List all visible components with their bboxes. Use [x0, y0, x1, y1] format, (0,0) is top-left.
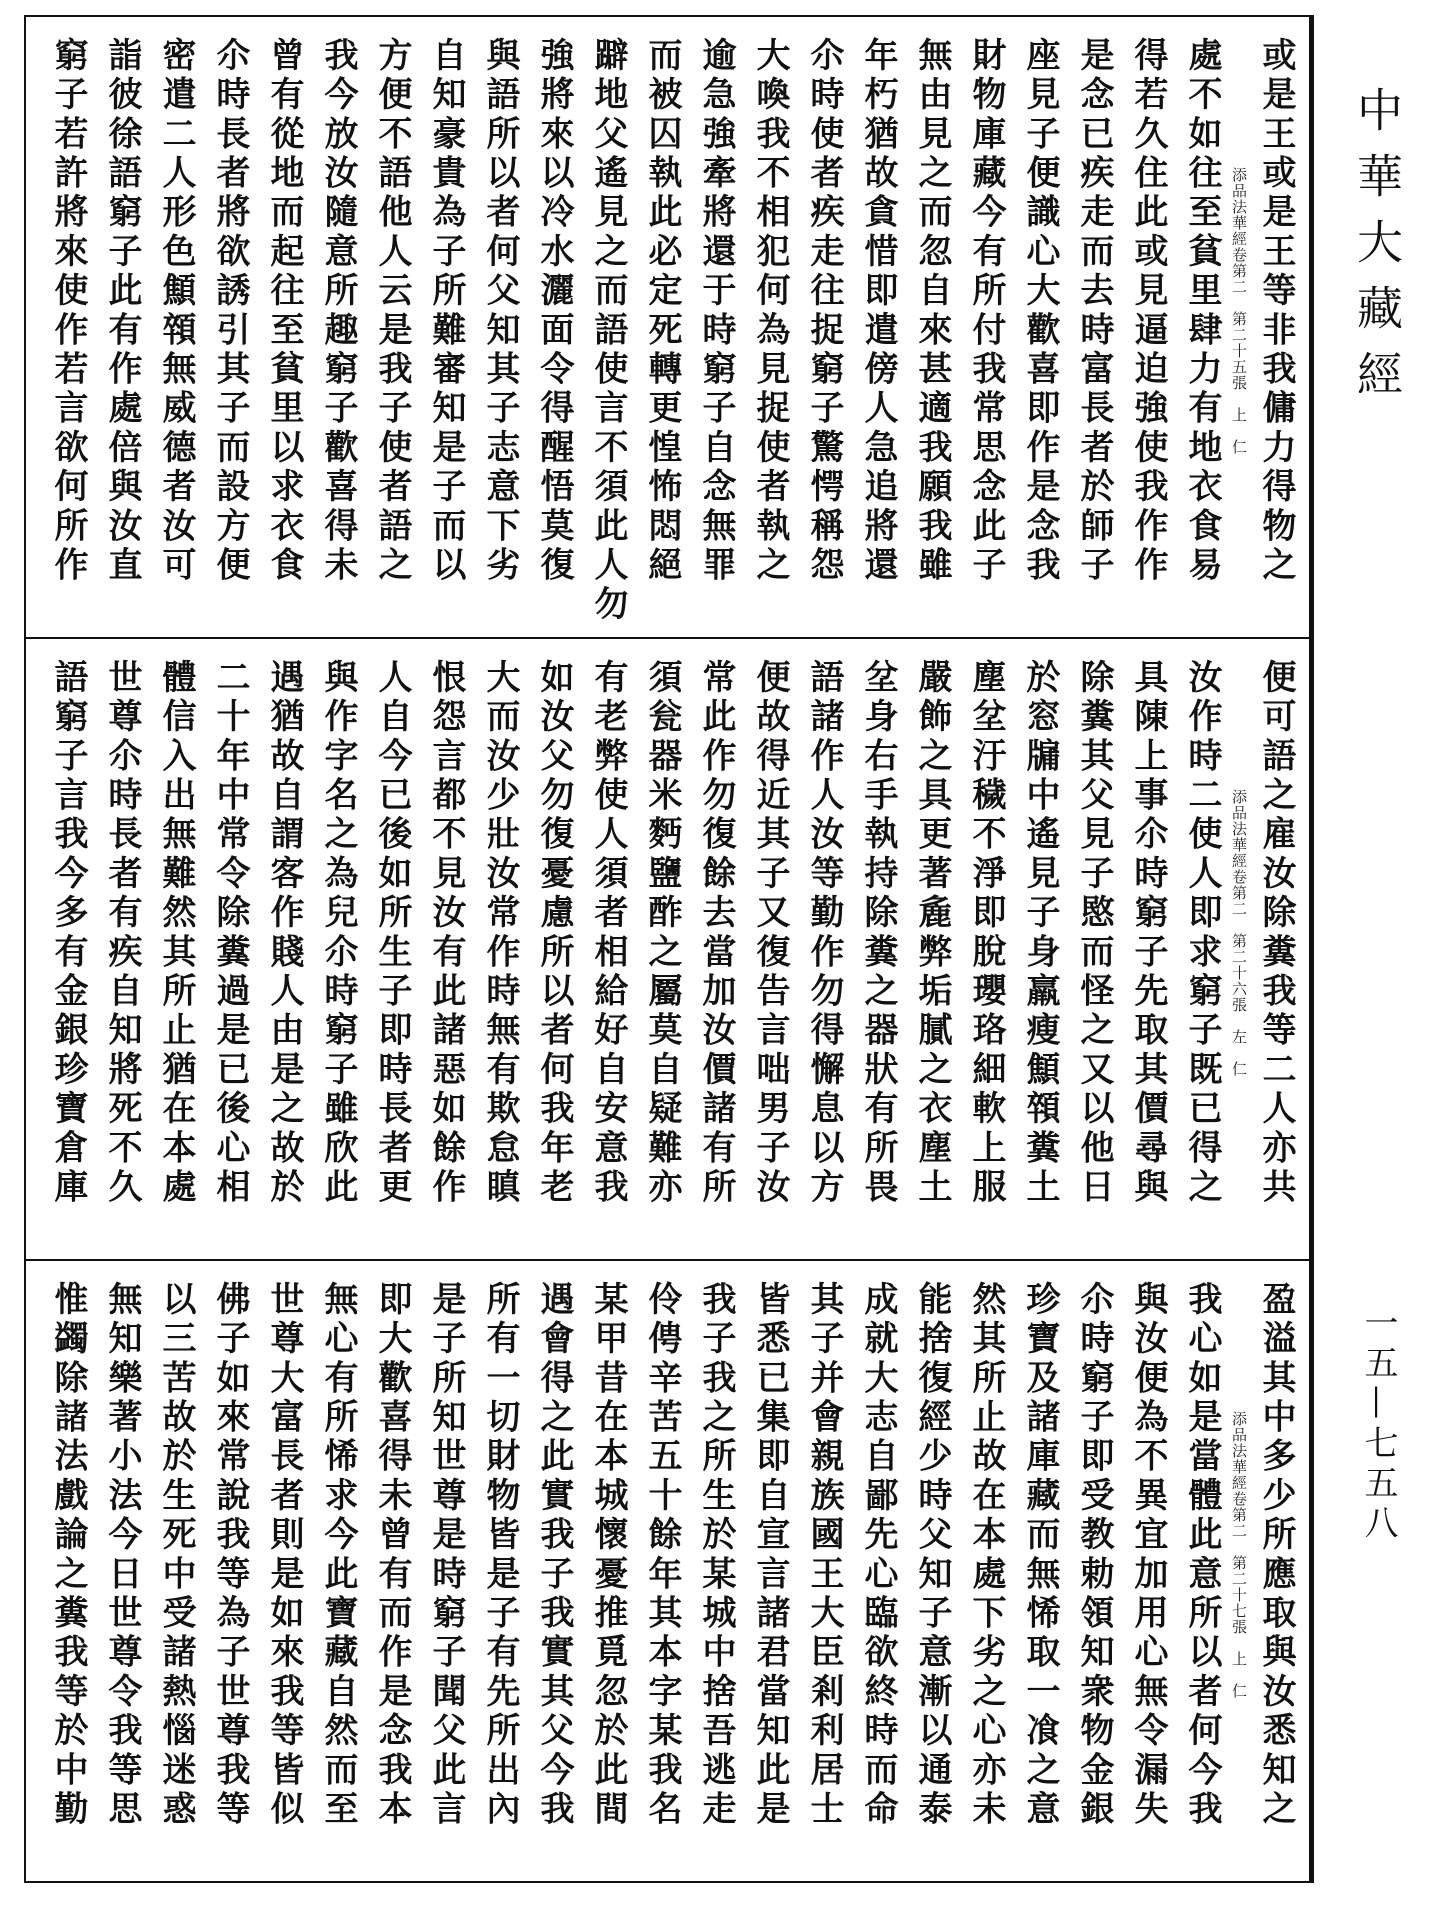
text-column: 珍寶及諸庫藏而無悕取一飡之意: [1020, 1281, 1060, 1830]
text-column: 是念已疾走而去時富長者於師子: [1074, 37, 1114, 586]
text-column: 尒時長者將欲誘引其子而設方便: [210, 37, 250, 586]
text-column: 大喚我不相犯何為見捉使者執之: [750, 37, 790, 586]
text-column: 而被囚執此必定死轉更惶怖悶絕: [642, 37, 682, 586]
text-column: 除糞其父見子愍而怪之又以他日: [1074, 659, 1114, 1208]
text-column: 成就大志自鄙先心臨欲終時而命: [858, 1281, 898, 1830]
text-column: 躃地父遙見之而語使言不須此人勿: [588, 37, 628, 625]
text-column: 有老弊使人須者相給好自安意我: [588, 659, 628, 1208]
text-column: 須瓮器米麪鹽酢之屬莫自疑難亦: [642, 659, 682, 1208]
text-column: 座見子便識心大歡喜即作是念我: [1020, 37, 1060, 586]
text-column: 無知樂著小法今日世尊令我等思: [102, 1281, 142, 1830]
text-column: 恨怨言都不見汝有此諸惡如餘作: [426, 659, 466, 1208]
panel-header: 添品法華經卷第二 第二十七張 上 仁: [1230, 1411, 1248, 1699]
panel-header: 添品法華經卷第二 第二十五張 上 仁: [1230, 167, 1248, 455]
text-column: 處不如往至貧里肆力有地衣食易: [1182, 37, 1222, 586]
page-frame: [24, 15, 1314, 1883]
text-column: 無由見之而忽自來甚適我願我雖: [912, 37, 952, 586]
text-column: 尒時使者疾走往捉窮子驚愕稱怨: [804, 37, 844, 586]
text-column: 能捨復經少時父知子意漸以通泰: [912, 1281, 952, 1830]
text-column: 然其所止故在本處下劣之心亦未: [966, 1281, 1006, 1830]
text-column: 遇猶故自謂客作賤人由是之故於: [264, 659, 304, 1208]
text-column: 便可語之雇汝除糞我等二人亦共: [1256, 659, 1296, 1208]
text-column: 人自今已後如所生子即時長者更: [372, 659, 412, 1208]
text-column: 某甲昔在本城懷憂推覓忽於此間: [588, 1281, 628, 1830]
text-column: 汝作時二使人即求窮子既已得之: [1182, 659, 1222, 1208]
text-column: 伶俜辛苦五十餘年其本字某我名: [642, 1281, 682, 1830]
text-column: 具陳上事尒時窮子先取其價尋與: [1128, 659, 1168, 1208]
text-column: 尒時窮子即受教勅領知衆物金銀: [1074, 1281, 1114, 1830]
text-column: 嚴飾之具更著麁弊垢膩之衣塵土: [912, 659, 952, 1208]
text-column: 強將來以冷水灑面令得醒悟莫復: [534, 37, 574, 586]
text-panel: [26, 1261, 1309, 1883]
text-column: 便故得近其子又復告言咄男子汝: [750, 659, 790, 1208]
text-panel: [26, 639, 1309, 1261]
text-column: 皆悉已集即自宣言諸君當知此是: [750, 1281, 790, 1830]
text-column: 與作字名之為兒尒時窮子雖欣此: [318, 659, 358, 1208]
text-column: 惟蠲除諸法戲論之糞我等於中勤: [48, 1281, 88, 1830]
text-column: 常此作勿復餘去當加汝價諸有所: [696, 659, 736, 1208]
text-column: 遇會得之此實我子我實其父今我: [534, 1281, 574, 1830]
text-column: 即大歡喜得未曾有而作是念我本: [372, 1281, 412, 1830]
text-column: 佛子如來常說我等為子世尊我等: [210, 1281, 250, 1830]
text-column: 密遣二人形色顦顇無威德者汝可: [156, 37, 196, 586]
text-column: 窮子若許將來使作若言欲何所作: [48, 37, 88, 586]
text-column: 我子我之所生於某城中捨吾逃走: [696, 1281, 736, 1830]
text-column: 方便不語他人云是我子使者語之: [372, 37, 412, 586]
text-column: 年朽猶故貪惜即遣傍人急追將還: [858, 37, 898, 586]
text-column: 以三苦故於生死中受諸熱惱迷惑: [156, 1281, 196, 1830]
text-column: 世尊大富長者則是如來我等皆似: [264, 1281, 304, 1830]
text-column: 得若久住此或見逼迫強使我作作: [1128, 37, 1168, 586]
text-column: 我心如是當體此意所以者何今我: [1182, 1281, 1222, 1830]
text-column: 盈溢其中多少所應取與汝悉知之: [1256, 1281, 1296, 1830]
text-column: 如汝父勿復憂慮所以者何我年老: [534, 659, 574, 1208]
text-column: 與汝便為不異宜加用心無令漏失: [1128, 1281, 1168, 1830]
text-column: 是子所知世尊是時窮子聞父此言: [426, 1281, 466, 1830]
text-panel: [26, 17, 1309, 639]
text-column: 所有一切財物皆是子有先所出內: [480, 1281, 520, 1830]
text-column: 坌身右手執持除糞之器狀有所畏: [858, 659, 898, 1208]
text-column: 或是王或是王等非我傭力得物之: [1256, 37, 1296, 586]
text-column: 大而汝少壯汝常作時無有欺怠瞋: [480, 659, 520, 1208]
text-column: 於窓牖中遙見子身羸瘦顦顇糞土: [1020, 659, 1060, 1208]
text-column: 我今放汝隨意所趣窮子歡喜得未: [318, 37, 358, 586]
text-column: 與語所以者何父知其子志意下劣: [480, 37, 520, 586]
text-column: 世尊尒時長者有疾自知將死不久: [102, 659, 142, 1208]
text-column: 塵坌汙穢不淨即脫瓔珞細軟上服: [966, 659, 1006, 1208]
text-column: 詣彼徐語窮子此有作處倍與汝直: [102, 37, 142, 586]
text-column: 其子并會親族國王大臣剎利居士: [804, 1281, 844, 1830]
collection-title: 中華大藏經: [1350, 86, 1404, 416]
text-column: 語窮子言我今多有金銀珍寶倉庫: [48, 659, 88, 1208]
text-column: 自知豪貴為子所難審知是子而以: [426, 37, 466, 586]
text-column: 逾急強牽將還于時窮子自念無罪: [696, 37, 736, 586]
page-number: 一五—七五八: [1358, 1305, 1398, 1545]
text-column: 體信入出無難然其所止猶在本處: [156, 659, 196, 1208]
text-column: 無心有所悕求今此寶藏自然而至: [318, 1281, 358, 1830]
panel-header: 添品法華經卷第二 第二十六張 左 仁: [1230, 789, 1248, 1077]
text-column: 曾有從地而起往至貧里以求衣食: [264, 37, 304, 586]
text-column: 二十年中常令除糞過是已後心相: [210, 659, 250, 1208]
text-column: 財物庫藏今有所付我常思念此子: [966, 37, 1006, 586]
text-column: 語諸作人汝等勤作勿得懈息以方: [804, 659, 844, 1208]
